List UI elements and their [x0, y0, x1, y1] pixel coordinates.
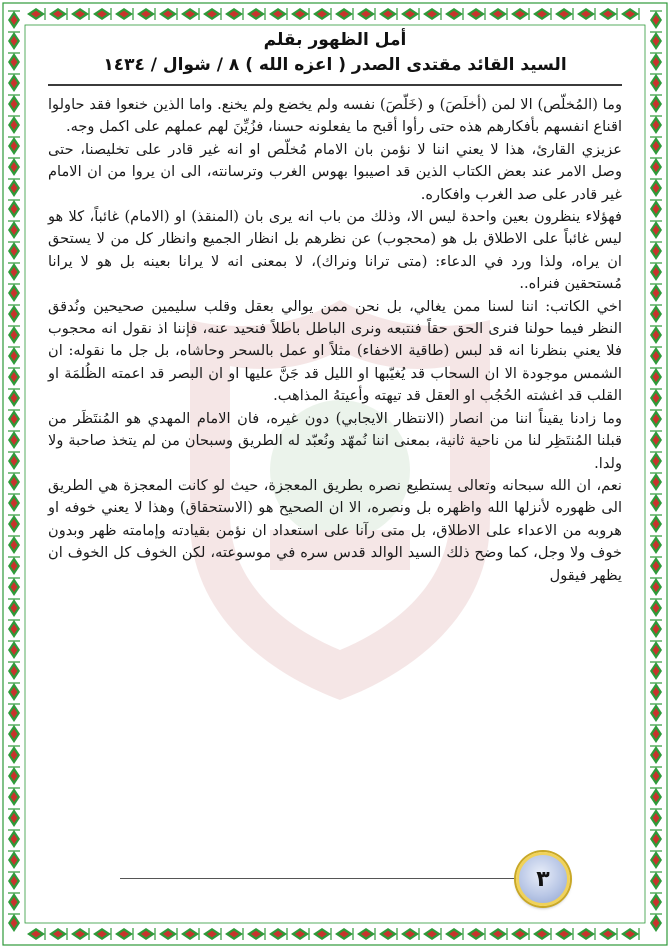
- border-ornament: [225, 8, 243, 20]
- border-ornament: [93, 928, 111, 940]
- border-ornament: [291, 8, 309, 20]
- paragraph: اخي الكاتب: اننا لسنا ممن يغالي، بل نحن ممن يوالي بعقل وقلب سليمين صحيحين ونُدقق النظر فيما حولنا فنرى الحق حقاً فنتبعه ونرى الباطل باطلاً فنحيد عنه، فإننا اذ نقول انه محجوب فلا يعني بنظرنا انه قد لبس (طاقية الاخفاء) مثلاً او عمل بالسحر وحاشاه، بل جل ما نقوله: ان الشمس موجودة الا ان السحاب قد يُغيّبها او الليل قد جَنَّ عليها او ان البصر قد اعمته الظُلمَة او القلب قد اغشته الحُجُب او العقل قد تيهته وأعيتهُ المذاهب.: [48, 297, 622, 405]
- border-ornament: [533, 8, 551, 20]
- border-ornament: [8, 725, 20, 743]
- header-divider: [48, 84, 622, 86]
- border-ornament: [203, 8, 221, 20]
- border-ornament: [27, 928, 45, 940]
- border-ornament: [8, 851, 20, 869]
- border-ornament: [650, 74, 662, 92]
- border-ornament: [247, 8, 265, 20]
- document-title: أمل الظهور بقلم: [263, 30, 407, 50]
- border-ornament: [8, 914, 20, 932]
- border-ornament: [8, 116, 20, 134]
- border-ornament: [650, 536, 662, 554]
- border-ornament: [650, 158, 662, 176]
- border-ornament: [650, 767, 662, 785]
- border-ornament: [8, 74, 20, 92]
- paragraph: نعم، ان الله سبحانه وتعالى يستطيع نصره بطريق المعجزة، حيث لو كانت المعجزة هي الطريق الى ظهوره لأنزلها الله واظهره بل ونصره، الا ان الصحيح هو (الاستحقاق) وهذا لا يعني خوفه او هروبه من الاعداء على الاطلاق، بل متى رآنا على استعداد ان نؤمن بقيادته وإمامته ظهر وبدون خوف ولا وجل، كما وضح ذلك السيد الوالد قدس سره في موسوعته، لكن الخوف كل الخوف ان يظهر فيقول: [48, 476, 622, 584]
- border-ornament: [8, 95, 20, 113]
- border-ornament: [137, 928, 155, 940]
- border-ornament: [8, 305, 20, 323]
- border-ornament: [8, 515, 20, 533]
- border-ornament: [313, 8, 331, 20]
- border-ornament: [115, 928, 133, 940]
- border-ornament: [511, 8, 529, 20]
- border-ornament: [8, 326, 20, 344]
- border-ornament: [650, 347, 662, 365]
- border-ornament: [8, 242, 20, 260]
- border-ornament: [445, 8, 463, 20]
- border-ornament: [291, 928, 309, 940]
- border-ornament: [8, 620, 20, 638]
- border-ornament: [8, 809, 20, 827]
- border-ornament: [650, 788, 662, 806]
- border-ornament: [181, 928, 199, 940]
- border-ornament: [650, 179, 662, 197]
- border-ornament: [8, 368, 20, 386]
- paragraph: وما (المُخلّص) الا لمن (أخلَصَ) و (خَلّصَ) نفسه ولم يخضع ولم يخنع. واما الذين خنعوا فقد حاولوا اقناع انفسهم بأفكارهم هذه حتى رأوا أقبح ما يفعلونه حسنا، فزُيِّنَ لهم عملهم على اكمل وجه.: [48, 96, 622, 136]
- border-ornament: [650, 221, 662, 239]
- border-ornament: [8, 158, 20, 176]
- border-ornament: [650, 494, 662, 512]
- border-ornament: [650, 11, 662, 29]
- border-ornament: [650, 32, 662, 50]
- border-ornament: [159, 8, 177, 20]
- border-ornament: [8, 32, 20, 50]
- border-ornament: [269, 928, 287, 940]
- border-ornament: [650, 410, 662, 428]
- border-ornament: [577, 928, 595, 940]
- border-ornament: [489, 8, 507, 20]
- footer-divider: [120, 878, 550, 879]
- border-ornament: [379, 8, 397, 20]
- border-ornament: [159, 928, 177, 940]
- border-ornament: [8, 53, 20, 71]
- border-ornament: [650, 116, 662, 134]
- border-ornament: [577, 8, 595, 20]
- border-ornament: [650, 473, 662, 491]
- border-ornament: [247, 928, 265, 940]
- border-ornament: [650, 389, 662, 407]
- border-ornament: [401, 8, 419, 20]
- border-ornament: [650, 368, 662, 386]
- border-ornament: [467, 8, 485, 20]
- border-ornament: [401, 928, 419, 940]
- border-ornament: [8, 641, 20, 659]
- border-ornament: [650, 53, 662, 71]
- border-ornament: [8, 704, 20, 722]
- border-ornament: [650, 326, 662, 344]
- border-ornament: [115, 8, 133, 20]
- border-ornament: [650, 662, 662, 680]
- border-ornament: [650, 809, 662, 827]
- page-number-badge: ٣: [516, 852, 570, 906]
- border-ornament: [93, 8, 111, 20]
- border-ornament: [650, 200, 662, 218]
- border-ornament: [467, 928, 485, 940]
- border-ornament: [511, 928, 529, 940]
- border-ornament: [8, 200, 20, 218]
- border-ornament: [650, 830, 662, 848]
- border-ornament: [599, 8, 617, 20]
- border-ornament: [650, 578, 662, 596]
- border-ornament: [445, 928, 463, 940]
- border-ornament: [8, 536, 20, 554]
- paragraph: وما زادنا يقيناً اننا من انصار (الانتظار الايجابي) دون غيره، فان الامام المهدي هو المُنتَظَر من قبلنا المُنتَظِر لنا من ناحية ثانية، بمعنى اننا نُمهّد ونُعبّد له الطريق وسبحان من لم يتخذ صاحبة ولا ولدا.: [48, 409, 622, 472]
- border-ornament: [555, 8, 573, 20]
- border-ornament: [650, 914, 662, 932]
- document-subtitle: السيد القائد مقتدى الصدر ( اعزه الله ) ٨ / شوال / ١٤٣٤: [103, 55, 567, 75]
- border-ornament: [8, 746, 20, 764]
- border-ornament: [489, 928, 507, 940]
- border-ornament: [8, 473, 20, 491]
- border-ornament: [555, 928, 573, 940]
- border-ornament: [650, 557, 662, 575]
- border-ornament: [423, 8, 441, 20]
- border-ornament: [650, 725, 662, 743]
- border-ornament: [8, 830, 20, 848]
- border-ornament: [335, 928, 353, 940]
- border-ornament: [599, 928, 617, 940]
- border-ornament: [621, 8, 639, 20]
- border-ornament: [225, 928, 243, 940]
- border-ornament: [49, 928, 67, 940]
- border-ornament: [650, 683, 662, 701]
- border-ornament: [650, 284, 662, 302]
- border-ornament: [8, 893, 20, 911]
- border-ornament: [8, 872, 20, 890]
- border-ornament: [8, 431, 20, 449]
- article-body: [40, 94, 630, 587]
- border-ornament: [533, 928, 551, 940]
- border-ornament: [8, 221, 20, 239]
- border-ornament: [27, 8, 45, 20]
- border-ornament: [650, 893, 662, 911]
- border-ornament: [650, 704, 662, 722]
- border-ornament: [8, 452, 20, 470]
- border-ornament: [423, 928, 441, 940]
- border-ornament: [650, 452, 662, 470]
- paragraph: فهؤلاء ينظرون بعين واحدة ليس الا، وذلك من باب انه يرى بان (المنقذ) او (الامام) غائباً، كلا هو ليس غائباً على الاطلاق بل هو (محجوب) عن نظرهم بل انظار الجميع وانظار كل من لا يستحق ان يراه، ولذا ورد في الدعاء: (متى ترانا ونراك)، لا بمعنى انه لا يرانا بعينه بل هو لا يرانا مُستحقين فنراه..: [48, 208, 622, 293]
- border-ornament: [379, 928, 397, 940]
- border-ornament: [650, 851, 662, 869]
- border-ornament: [8, 767, 20, 785]
- border-ornament: [8, 578, 20, 596]
- border-ornament: [269, 8, 287, 20]
- border-ornament: [8, 179, 20, 197]
- document-page: [40, 26, 630, 926]
- border-ornament: [650, 137, 662, 155]
- border-ornament: [8, 662, 20, 680]
- border-ornament: [137, 8, 155, 20]
- border-ornament: [650, 263, 662, 281]
- border-ornament: [71, 8, 89, 20]
- paragraph: عزيزي القارئ، هذا لا يعني اننا لا نؤمن بان الامام مُخلّص او انه غير قادر على تخليصنا، حتى وصل الامر عند بعض الكتاب الذين قد اصيبوا بهوس الغرب وترسانته، الى ان يروا من ان الامام غير قادر على صد الغرب وافكاره.: [48, 140, 622, 203]
- border-ornament: [8, 137, 20, 155]
- border-ornament: [650, 95, 662, 113]
- border-ornament: [8, 683, 20, 701]
- border-ornament: [621, 928, 639, 940]
- border-ornament: [650, 242, 662, 260]
- border-ornament: [8, 410, 20, 428]
- border-ornament: [650, 746, 662, 764]
- border-ornament: [650, 515, 662, 533]
- border-ornament: [357, 928, 375, 940]
- border-ornament: [181, 8, 199, 20]
- border-ornament: [8, 599, 20, 617]
- border-ornament: [357, 8, 375, 20]
- border-ornament: [650, 641, 662, 659]
- border-ornament: [8, 284, 20, 302]
- border-ornament: [8, 494, 20, 512]
- border-ornament: [8, 11, 20, 29]
- border-ornament: [8, 263, 20, 281]
- border-ornament: [8, 788, 20, 806]
- border-ornament: [650, 431, 662, 449]
- border-ornament: [313, 928, 331, 940]
- border-ornament: [203, 928, 221, 940]
- border-ornament: [8, 389, 20, 407]
- border-ornament: [49, 8, 67, 20]
- border-ornament: [335, 8, 353, 20]
- border-ornament: [8, 347, 20, 365]
- border-ornament: [650, 872, 662, 890]
- border-ornament: [650, 305, 662, 323]
- border-ornament: [8, 557, 20, 575]
- border-ornament: [650, 620, 662, 638]
- border-ornament: [650, 599, 662, 617]
- border-ornament: [71, 928, 89, 940]
